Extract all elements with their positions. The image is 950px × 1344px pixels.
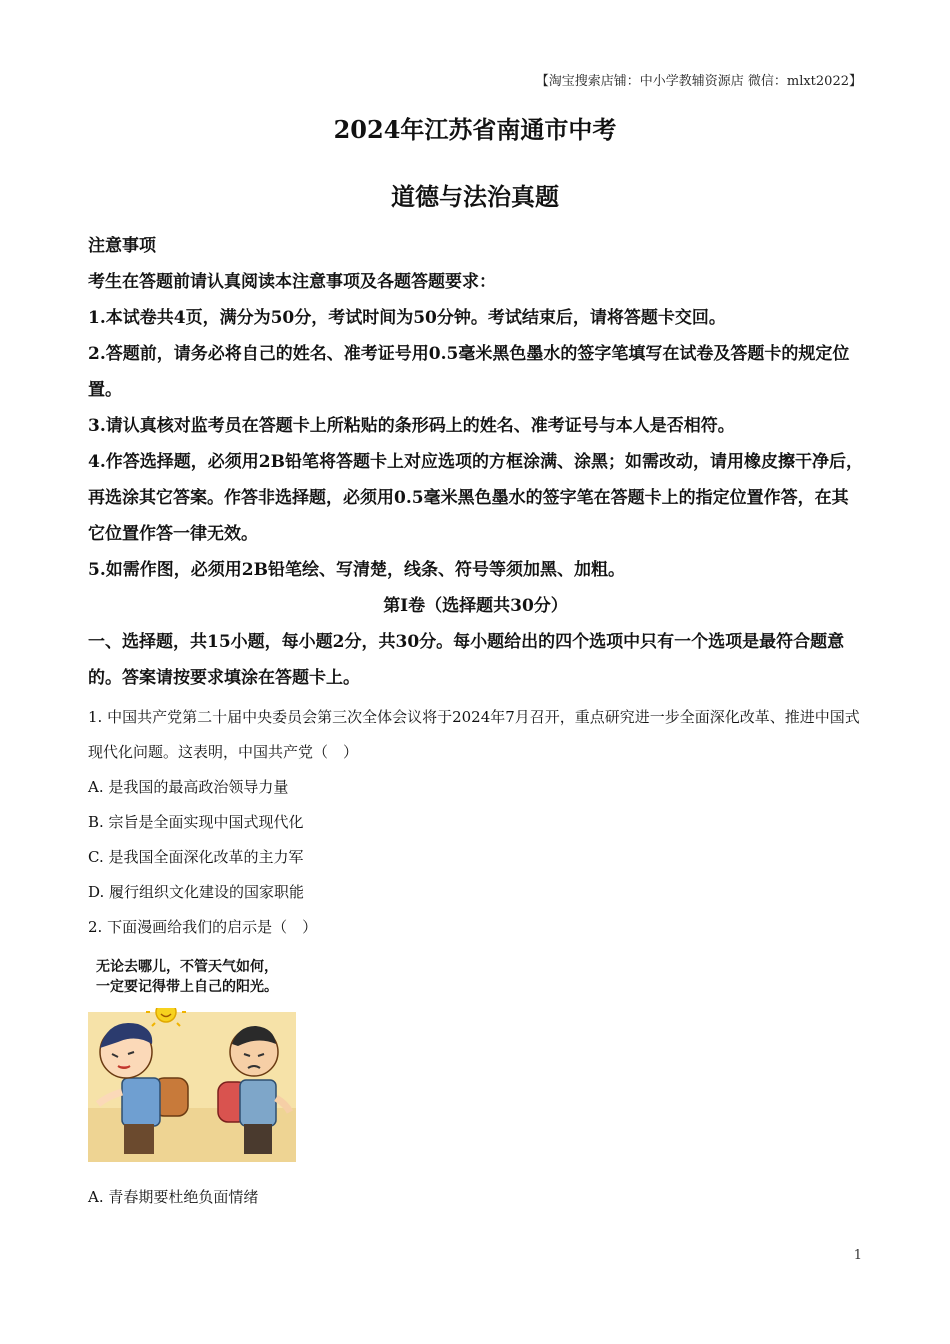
section-title: 第Ⅰ卷（选择题共30分） <box>383 596 568 616</box>
option-a: A. 是我国的最高政治领导力量 <box>88 778 289 796</box>
notice-item: 2.答题前，请务必将自己的姓名、准考证号用0.5毫米黑色墨水的签字笔填写在试卷及答题卡的规定位置。 <box>88 344 850 400</box>
section-instruction: 一、选择题，共15小题，每小题2分，共30分。每小题给出的四个选项中只有一个选项是最符合题意的。答案请按要求填涂在答题卡上。 <box>88 632 845 688</box>
notice-heading: 注意事项 <box>88 236 156 256</box>
exam-subtitle: 道德与法治真题 <box>391 182 559 211</box>
page-number: 1 <box>853 1248 862 1263</box>
comic-caption-line: 一定要记得带上自己的阳光。 <box>96 979 278 995</box>
notice-item: 1.本试卷共4页，满分为50分，考试时间为50分钟。考试结束后，请将答题卡交回。 <box>88 308 726 328</box>
comic-caption-line: 无论去哪儿，不管天气如何， <box>96 959 278 975</box>
option-a: A. 青春期要杜绝负面情绪 <box>88 1188 259 1206</box>
comic-caption <box>88 955 300 997</box>
notice-item: 3.请认真核对监考员在答题卡上所粘贴的条形码上的姓名、准考证号与本人是否相符。 <box>88 416 735 436</box>
option-d: D. 履行组织文化建设的国家职能 <box>88 883 305 901</box>
exam-title: 2024年江苏省南通市中考 <box>333 115 617 144</box>
option-b: B. 宗旨是全面实现中国式现代化 <box>88 813 304 831</box>
notice-item: 5.如需作图，必须用2B铅笔绘、写清楚，线条、符号等须加黑、加粗。 <box>88 560 625 580</box>
comic-image <box>88 955 300 1170</box>
notice-intro: 考生在答题前请认真阅读本注意事项及各题答题要求： <box>88 272 496 292</box>
question-stem: 1. 中国共产党第二十届中央委员会第三次全体会议将于2024年7月召开，重点研究进一步全面深化改革、推进中国式现代化问题。这表明，中国共产党（ ） <box>88 708 860 761</box>
questions <box>88 700 863 1215</box>
notice-item: 4.作答选择题，必须用2B铅笔将答题卡上对应选项的方框涂满、涂黑；如需改动，请用橡皮擦干净后，再选涂其它答案。作答非选择题，必须用0.5毫米黑色墨水的签字笔在答题卡上的指定位置作答，在其它位置作答一律无效。 <box>88 452 863 544</box>
question-stem: 2. 下面漫画给我们的启示是（ ） <box>88 918 318 936</box>
comic-illustration <box>88 1008 296 1163</box>
notice-section <box>88 228 863 696</box>
option-c: C. 是我国全面深化改革的主力军 <box>88 848 304 866</box>
header-note: 【淘宝搜索店铺：中小学教辅资源店 微信：mlxt2022】 <box>535 74 862 89</box>
